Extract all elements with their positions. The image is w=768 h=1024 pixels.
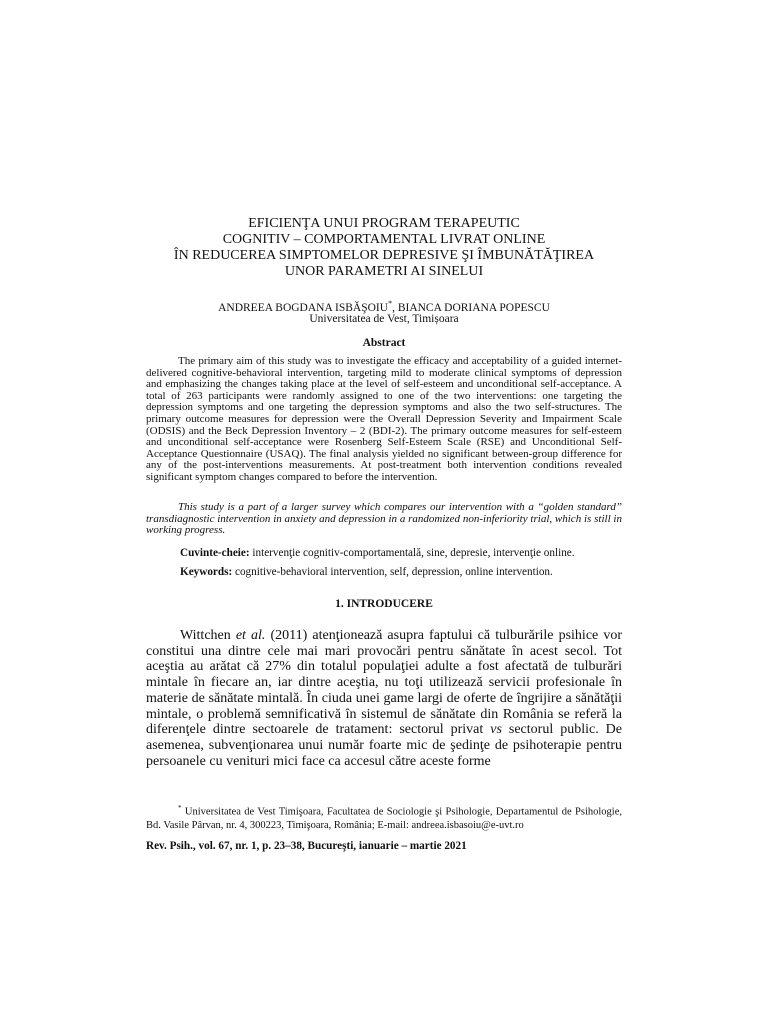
keywords-romanian [180, 547, 630, 560]
affiliation: Universitatea de Vest, Timișoara [309, 313, 459, 325]
author-2: , BIANCA DORIANA POPESCU [392, 301, 550, 314]
footnote-text: Universitatea de Vest Timişoara, Facultatea de Sociologie şi Psihologie, Departamentul de Psihologie, Bd. Vasile Pârvan, nr. 4, 300223, Timişoara, România; E-mail: andreea.isbasoiu@e-uvt.ro [146, 806, 622, 831]
footnote [146, 802, 622, 833]
intro-text-part-2: (2011) atenţionează asupra faptului că tulburările psihice vor constitui una dintre cele mai mari provocări pentru sănătate în acest secol. Tot aceştia au arătat că 27% din totalul populaţiei adulte a fost afectată de tulburări mintale în fiecare an, iar dintre aceştia, nu toţi utilizează servicii profesionale în materie de sănătate mintală. În ciuda unei game largi de oferte de îngrijire a sănătăţii mintale, o problemă semnificativă în sistemul de sănătate din România se referă la diferenţele dintre sectoarele de tratament: sectorul privat [146, 628, 622, 738]
intro-text-part-3: sectorul public. De asemenea, subvenţionarea unui număr foarte mic de şedinţe de psihoterapie pentru persoanele cu venituri mici face ca accesul către aceste forme [146, 722, 622, 769]
title-line-4: UNOR PARAMETRI AI SINELUI [284, 264, 484, 279]
author-1: ANDREEA BOGDANA ISBĂŞOIU [218, 301, 389, 314]
abstract-heading: Abstract [362, 337, 406, 349]
intro-paragraph [146, 628, 622, 769]
paper-title [140, 216, 628, 280]
title-line-2: COGNITIV – COMPORTAMENTAL LIVRAT ONLINE [222, 232, 546, 247]
title-line-1: EFICIENŢA UNUI PROGRAM TERAPEUTIC [248, 216, 520, 231]
keywords-english-label: Keywords: [180, 566, 233, 578]
abstract-note: This study is a part of a larger survey which compares our intervention with a “golden standard” transdiagnostic intervention in anxiety and depression in a randomized non-inferiority trial, which is still in working progress. [146, 501, 622, 537]
intro-text-part-1: Wittchen [180, 628, 236, 643]
journal-citation: Rev. Psih., vol. 67, nr. 1, p. 23–38, Bucureşti, ianuarie – martie 2021 [146, 840, 467, 852]
intro-vs: vs [490, 722, 502, 738]
section-heading: 1. INTRODUCERE [335, 598, 433, 610]
title-line-3: ÎN REDUCEREA SIMPTOMELOR DEPRESIVE ŞI ÎMBUNĂTĂŢIREA [173, 248, 595, 263]
author-1-footnote-mark: * [388, 299, 393, 308]
abstract-paragraph: The primary aim of this study was to investigate the efficacy and acceptability of a guided internet-delivered cognitive-behavioral intervention, targeting mild to moderate clinical symptoms of depression and emphasizing the changes taking place at the level of self-esteem and unconditional self-acceptance. A total of 263 participants were randomly assigned to one of the two interventions: one targeting the depression symptoms and one targeting the depression symptoms and also the two self-structures. The primary outcome measures for depression were the Overall Depression Severity and Impairment Scale (ODSIS) and the Beck Depression Inventory – 2 (BDI-2). The primary outcome measures for self-esteem and unconditional self-acceptance were Rosenberg Self-Esteem Scale (RSE) and Unconditional Self-Acceptance Questionnaire (USAQ). The final analysis yielded no significant between-group difference for any of the post-interventions measurements. At post-treatment both intervention conditions revealed significant symptom changes compared to before the intervention. [146, 355, 622, 483]
keywords-romanian-label: Cuvinte-cheie: [180, 547, 250, 559]
footnote-mark: * [178, 804, 182, 812]
keywords-romanian-text: intervenţie cognitiv-comportamentală, sine, depresie, intervenţie online. [249, 547, 575, 559]
keywords-english-text: cognitive-behavioral intervention, self, depression, online intervention. [232, 566, 553, 578]
abstract-body [146, 356, 622, 484]
intro-et-al: et al. [235, 628, 266, 643]
keywords-english [180, 566, 630, 579]
